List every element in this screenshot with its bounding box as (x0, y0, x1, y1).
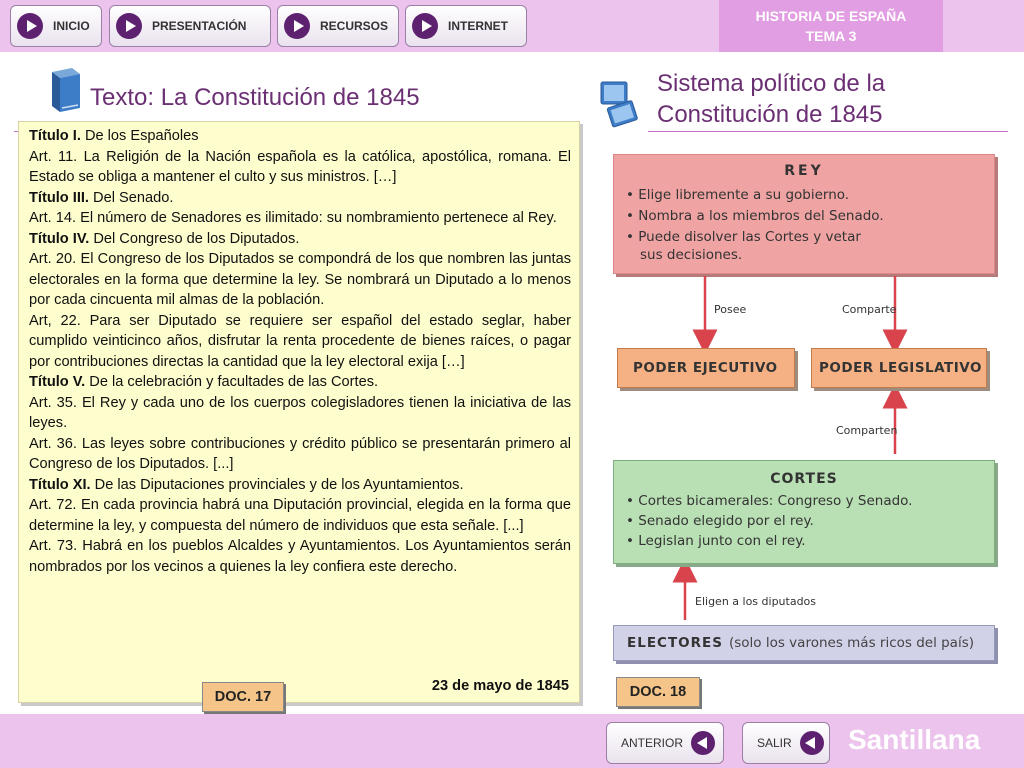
constitution-text-panel (18, 121, 580, 703)
text-paragraph (29, 311, 571, 373)
back-arrow-icon (691, 731, 715, 755)
list-item-continuation: sus decisiones. (640, 247, 743, 263)
play-icon (116, 13, 142, 39)
paragraph-text: Del Congreso de los Diputados. (89, 230, 300, 247)
cortes-heading: CORTES (770, 471, 838, 487)
play-icon (412, 13, 438, 39)
text-title: Texto: La Constitución de 1845 (90, 84, 420, 111)
cortes-box (613, 460, 995, 564)
poder-legislativo-label: PODER LEGISLATIVO (819, 360, 982, 376)
poder-legislativo-box (811, 348, 987, 388)
text-paragraph (29, 249, 571, 311)
text-paragraph (29, 475, 571, 496)
topic-line-2: TEMA 3 (805, 28, 857, 44)
text-paragraph (29, 229, 571, 250)
text-date: 23 de mayo de 1845 (431, 678, 569, 694)
internet-button[interactable] (405, 5, 527, 47)
paragraph-text: Art. 14. El número de Senadores es ilimitado: su nombramiento pertenece al Rey. (29, 210, 557, 226)
brand-logo: Santillana (848, 724, 981, 755)
doc-label: DOC. 18 (629, 684, 687, 700)
recursos-button[interactable] (277, 5, 399, 47)
list-item: • Elige libremente a su gobierno. (626, 187, 850, 203)
list-item: • Legislan junto con el rey. (626, 533, 806, 549)
internet-label: INTERNET (448, 19, 508, 33)
rey-box (613, 154, 995, 274)
doc-tag-17 (202, 682, 284, 712)
text-paragraph (29, 126, 571, 147)
text-paragraph (29, 188, 571, 209)
title-divider (648, 131, 1008, 132)
paragraph-heading: Título III. (29, 189, 89, 206)
text-paragraph (29, 372, 571, 393)
paragraph-text: Del Senado. (89, 189, 174, 206)
comparte-label: Comparte (842, 303, 897, 316)
salir-button[interactable] (742, 722, 830, 764)
cortes-list (626, 491, 912, 551)
presentacion-label: PRESENTACIÓN (152, 19, 247, 33)
paragraph-text: De la celebración y facultades de las Cortes. (85, 374, 379, 390)
diagram-arrows (600, 270, 1020, 630)
recursos-label: RECURSOS (320, 19, 389, 33)
text-paragraph (29, 393, 571, 434)
text-paragraph (29, 147, 571, 188)
paragraph-heading: Título XI. (29, 476, 91, 493)
anterior-label: ANTERIOR (621, 736, 684, 750)
paragraph-text: Art. 11. La Religión de la Nación española es la católica, apostólica, romana. El Estado se obliga a mantener el culto y sus ministros. […] (29, 148, 571, 185)
text-paragraph (29, 536, 571, 577)
document-icon (598, 80, 642, 130)
book-icon (46, 68, 82, 112)
eligen-label: Eligen a los diputados (695, 595, 817, 608)
paragraph-heading: Título IV. (29, 230, 90, 247)
rey-list (626, 185, 884, 266)
play-icon (17, 13, 43, 39)
poder-ejecutivo-label: PODER EJECUTIVO (633, 360, 778, 376)
poder-ejecutivo-box (617, 348, 795, 388)
electores-box (613, 625, 995, 661)
electores-heading: ELECTORES (627, 635, 723, 651)
text-paragraph (29, 208, 571, 229)
topic-badge (719, 0, 943, 52)
inicio-button[interactable] (10, 5, 102, 47)
play-icon (284, 13, 310, 39)
diagram-title-line-2: Constitución de 1845 (657, 101, 883, 128)
list-item: • Nombra a los miembros del Senado. (626, 208, 884, 224)
diagram-title (657, 68, 885, 130)
posee-label: Posee (714, 303, 747, 316)
text-paragraph (29, 434, 571, 475)
diagram-title-line-1: Sistema político de la (657, 70, 886, 97)
paragraph-text: Art. 36. Las leyes sobre contribuciones y crédito público se presentarán primero al Congreso de los Diputados. [...] (29, 435, 571, 472)
inicio-label: INICIO (53, 19, 90, 33)
paragraph-heading: Título V. (29, 374, 86, 390)
doc-label: DOC. 17 (214, 689, 272, 705)
paragraph-text: De las Diputaciones provinciales y de los Ayuntamientos. (90, 476, 464, 493)
paragraph-text: Art, 22. Para ser Diputado se requiere ser español del estado seglar, haber cumplido veinticinco años, disfrutar la renta procedente de bienes raíces, o pagar por contribuciones directas la cantidad que la ley electoral exija […] (29, 312, 571, 370)
paragraph-text: Art. 35. El Rey y cada uno de los cuerpos colegisladores tienen la iniciativa de las leyes. (29, 394, 571, 431)
list-item: • Senado elegido por el rey. (626, 513, 814, 529)
paragraph-text: Art. 73. Habrá en los pueblos Alcaldes y Ayuntamientos. Los Ayuntamientos serán nombrados por los vecinos a quienes la ley confiera este derecho. (29, 538, 571, 575)
doc-tag-18 (616, 677, 700, 707)
paragraph-text: Art. 20. El Congreso de los Diputados se compondrá de los que nombren las juntas electorales en la forma que determine la ley. Se nombrará un Diputado a lo menos por cada cincuenta mil almas de la población. (29, 251, 571, 308)
list-item: • Puede disolver las Cortes y vetar (626, 229, 861, 245)
paragraph-text: De los Españoles (80, 128, 199, 144)
back-arrow-icon (800, 731, 824, 755)
comparten-label: Comparten (836, 424, 898, 437)
paragraph-heading: Título I. (29, 128, 81, 144)
presentacion-button[interactable] (109, 5, 271, 47)
salir-label: SALIR (757, 736, 792, 750)
topic-line-1: HISTORIA DE ESPAÑA (755, 8, 907, 24)
list-item: • Cortes bicamerales: Congreso y Senado. (626, 493, 913, 509)
anterior-button[interactable] (606, 722, 724, 764)
constitution-text (29, 126, 571, 577)
rey-heading: REY (784, 163, 824, 179)
paragraph-text: Art. 72. En cada provincia habrá una Diputación provincial, elegida en la forma que determine la ley, y compuesta del número de individuos que esta señale. [...] (29, 497, 571, 534)
text-paragraph (29, 495, 571, 536)
electores-note: (solo los varones más ricos del país) (728, 635, 975, 651)
